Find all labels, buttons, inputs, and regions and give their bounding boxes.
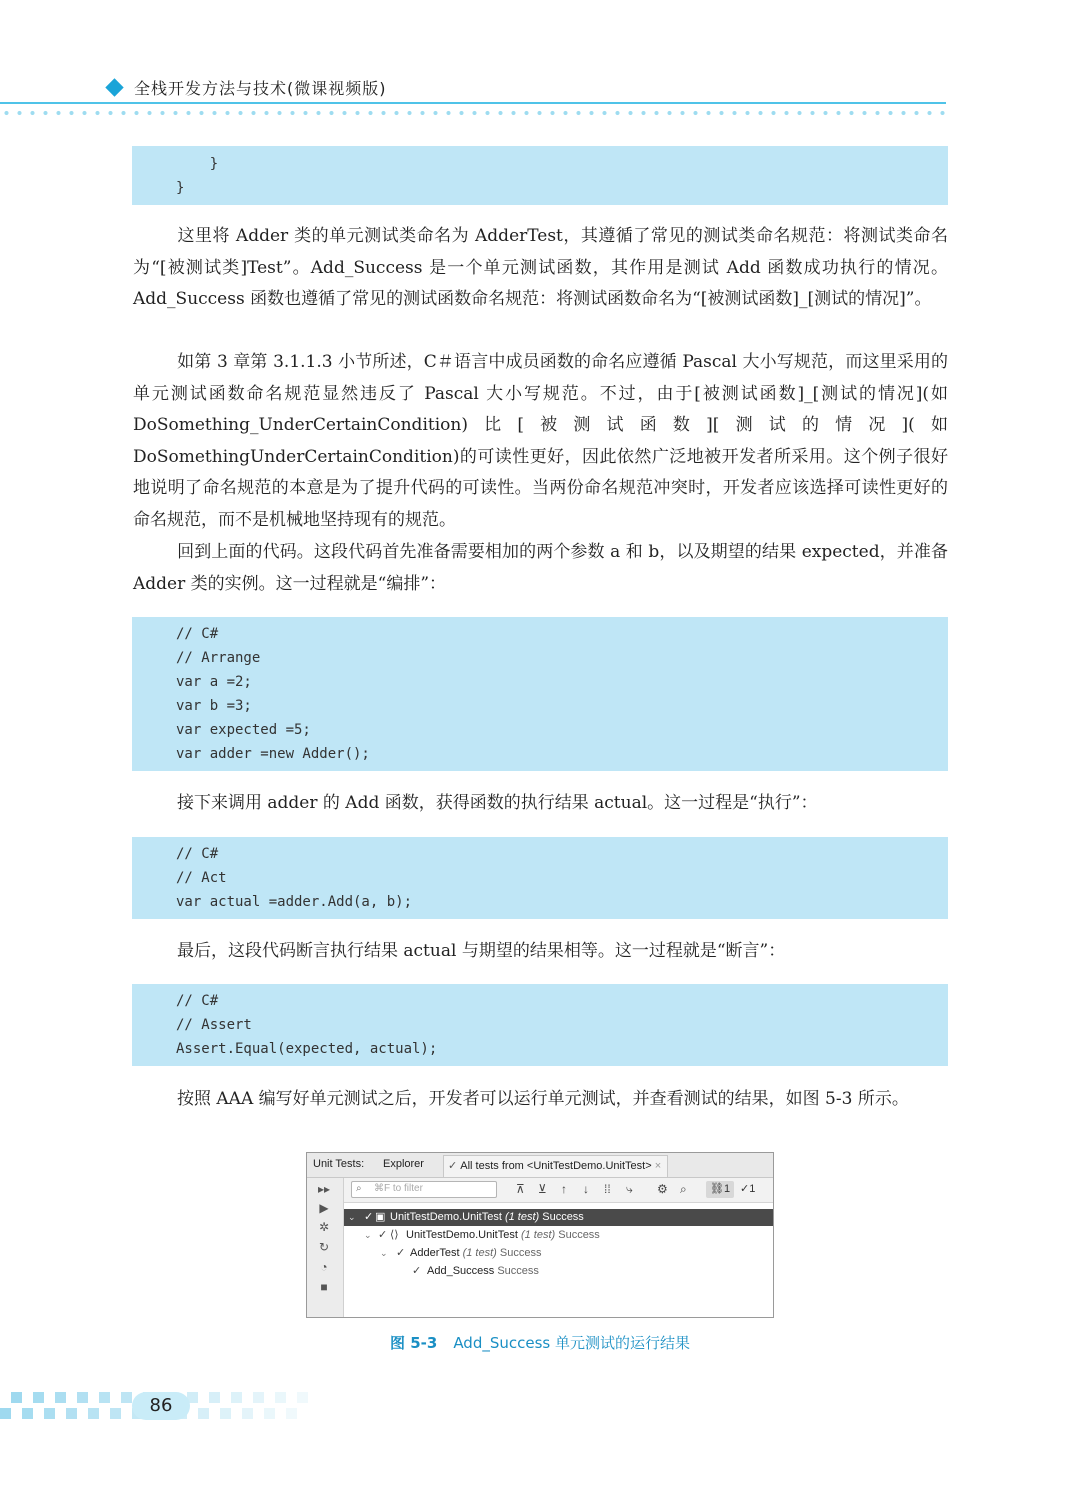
page-header (0, 0, 1080, 120)
footer-square (231, 1392, 242, 1403)
footer-square (11, 1392, 22, 1403)
code-block-assert (132, 984, 948, 1066)
footer-square (0, 1408, 11, 1419)
check-icon: ✓ (412, 1265, 422, 1277)
unit-tests-label: Unit Tests: (313, 1158, 365, 1170)
check-icon: ✓ (364, 1211, 374, 1223)
close-icon[interactable]: × (654, 1160, 662, 1172)
tab-all-tests[interactable] (443, 1155, 668, 1177)
stop-icon[interactable]: ■ (320, 1280, 328, 1294)
footer-square (77, 1392, 88, 1403)
group-icon[interactable]: ⁞⁞ (604, 1182, 611, 1196)
chevron-down-icon[interactable]: ⌄ (380, 1248, 388, 1258)
code-line: var expected =5; (176, 722, 311, 738)
check-icon: ✓ (396, 1247, 406, 1259)
chevron-down-icon[interactable]: ⌄ (364, 1230, 372, 1240)
tree-label: Add_Success Success (427, 1265, 539, 1277)
paragraph: 如第 3 章第 3.1.1.3 小节所述，C＃语言中成员函数的命名应遵循 Pascal 大小写规范，而这里采用的单元测试函数命名规范显然违反了 Pascal 大小写规范。不过，由于[被测试函数]_[测试的情况](如 DoSomething_UnderCertainCondition)比[被测试函数][测试的情况](如 DoSomethingUnderCertainCondition)的可读性更好，因此依然广泛地被开发者所采用。这个例子很好地说明了命名规范的本意是为了提升代码的可读性。当两份命名规范冲突时，开发者应该选择可读性更好的命名规范，而不是机械地坚持现有的规范。 (133, 352, 948, 530)
diamond-icon (105, 78, 123, 96)
test-tree (344, 1203, 773, 1318)
tree-label: AdderTest (1 test) Success (410, 1247, 542, 1259)
code-line: // C# (176, 993, 219, 1009)
footer-square (286, 1408, 297, 1419)
running-badge[interactable]: ⛓1 (706, 1181, 734, 1198)
code-line: var actual =adder.Add(a, b); (176, 894, 413, 910)
code-line: // Act (176, 870, 227, 886)
tree-row[interactable] (344, 1245, 773, 1262)
expand-all-icon[interactable]: ⊼ (516, 1182, 525, 1196)
tree-label: UnitTestDemo.UnitTest (1 test) Success (406, 1229, 600, 1241)
search-filter-icon[interactable]: ⌕ (680, 1182, 687, 1196)
book-title: 全栈开发方法与技术(微课视频版) (134, 79, 387, 98)
footer-square (275, 1392, 286, 1403)
tests-toolbar (344, 1178, 773, 1203)
code-line: // C# (176, 846, 219, 862)
footer-square (121, 1392, 132, 1403)
code-line: } (176, 180, 185, 196)
code-line: // Assert (176, 1017, 252, 1033)
passed-badge[interactable]: ✓1 (740, 1183, 756, 1195)
chevron-down-icon[interactable]: ⌄ (348, 1212, 356, 1222)
check-icon: ✓ (740, 1183, 750, 1195)
footer-square (44, 1408, 55, 1419)
code-line: var a =2; (176, 674, 252, 690)
tree-row[interactable] (344, 1209, 773, 1226)
footer-square (220, 1408, 231, 1419)
down-arrow-icon[interactable]: ↓ (583, 1182, 589, 1196)
unit-tests-tabbar (307, 1153, 773, 1178)
collapse-all-icon[interactable]: ⊻ (538, 1182, 547, 1196)
code-line: var adder =new Adder(); (176, 746, 370, 762)
code-line: // C# (176, 626, 219, 642)
paragraph: 回到上面的代码。这段代码首先准备需要相加的两个参数 a 和 b，以及期望的结果 expected，并准备 Adder 类的实例。这一过程就是“编排”： (133, 542, 948, 594)
left-toolbar (307, 1178, 344, 1318)
filter-input[interactable] (351, 1181, 497, 1198)
project-icon: ▣ (375, 1211, 386, 1223)
run-all-icon[interactable]: ▸▸ (317, 1182, 331, 1196)
link-icon: ⛓ (710, 1183, 724, 1195)
search-icon: ⌕ (356, 1183, 362, 1194)
coverage-icon[interactable]: ◔ (320, 1260, 328, 1274)
figure-caption (0, 1332, 1080, 1353)
footer-square (66, 1408, 77, 1419)
code-line: } (176, 156, 219, 172)
paragraph: 按照 AAA 编写好单元测试之后，开发者可以运行单元测试，并查看测试的结果，如图 5-3 所示。 (177, 1089, 909, 1109)
header-rule (0, 102, 946, 104)
check-icon: ✓ (378, 1229, 388, 1241)
track-icon[interactable]: ⤷ (626, 1182, 633, 1196)
header-dot-border (0, 110, 946, 116)
footer-square (297, 1392, 308, 1403)
code-block-arrange (132, 617, 948, 771)
caption-text: Add_Success 单元测试的运行结果 (453, 1334, 691, 1352)
debug-icon[interactable]: ✲ (318, 1220, 330, 1234)
footer-square (253, 1392, 264, 1403)
run-icon[interactable]: ▶ (319, 1201, 329, 1215)
settings-icon[interactable]: ⚙ (657, 1182, 668, 1196)
page-number: 86 (132, 1392, 190, 1420)
unit-tests-figure (306, 1152, 774, 1318)
code-line: // Arrange (176, 650, 261, 666)
up-arrow-icon[interactable]: ↑ (561, 1182, 567, 1196)
footer-square (198, 1408, 209, 1419)
footer-square (242, 1408, 253, 1419)
footer-square (88, 1408, 99, 1419)
namespace-icon: ⟨⟩ (390, 1229, 399, 1241)
caption-number: 图 5-3 (389, 1334, 438, 1352)
filter-placeholder: ⌘F to filter (374, 1183, 423, 1194)
footer-square (33, 1392, 44, 1403)
paragraph: 接下来调用 adder 的 Add 函数，获得函数的执行结果 actual。这一过程是“执行”： (177, 793, 818, 813)
paragraph: 最后，这段代码断言执行结果 actual 与期望的结果相等。这一过程就是“断言”： (177, 941, 786, 961)
check-icon: ✓ (448, 1160, 458, 1172)
code-line: var b =3; (176, 698, 252, 714)
tree-row[interactable] (344, 1227, 773, 1244)
footer-square (55, 1392, 66, 1403)
footer-square (22, 1408, 33, 1419)
footer-square (264, 1408, 275, 1419)
footer-square (99, 1392, 110, 1403)
tab-all-tests-label: All tests from <UnitTestDemo.UnitTest> (460, 1160, 652, 1172)
paragraph: 这里将 Adder 类的单元测试类命名为 AdderTest，其遵循了常见的测试类命名规范：将测试类命名为“[被测试类]Test”。Add_Success 是一个单元测试函数，其作用是测试 Add 函数成功执行的情况。Add_Success 函数也遵循了常见的测试函数命名规范：将测试函数命名为“[被测试函数]_[测试的情况]”。 (133, 226, 948, 310)
code-block (132, 146, 948, 205)
tree-row[interactable] (344, 1263, 773, 1280)
footer-square (110, 1408, 121, 1419)
code-block-act (132, 837, 948, 919)
rerun-icon[interactable]: ↻ (318, 1240, 330, 1254)
code-line: Assert.Equal(expected, actual); (176, 1041, 438, 1057)
tree-label: UnitTestDemo.UnitTest (1 test) Success (390, 1211, 584, 1223)
tab-explorer[interactable]: Explorer (383, 1158, 424, 1170)
footer-square (209, 1392, 220, 1403)
